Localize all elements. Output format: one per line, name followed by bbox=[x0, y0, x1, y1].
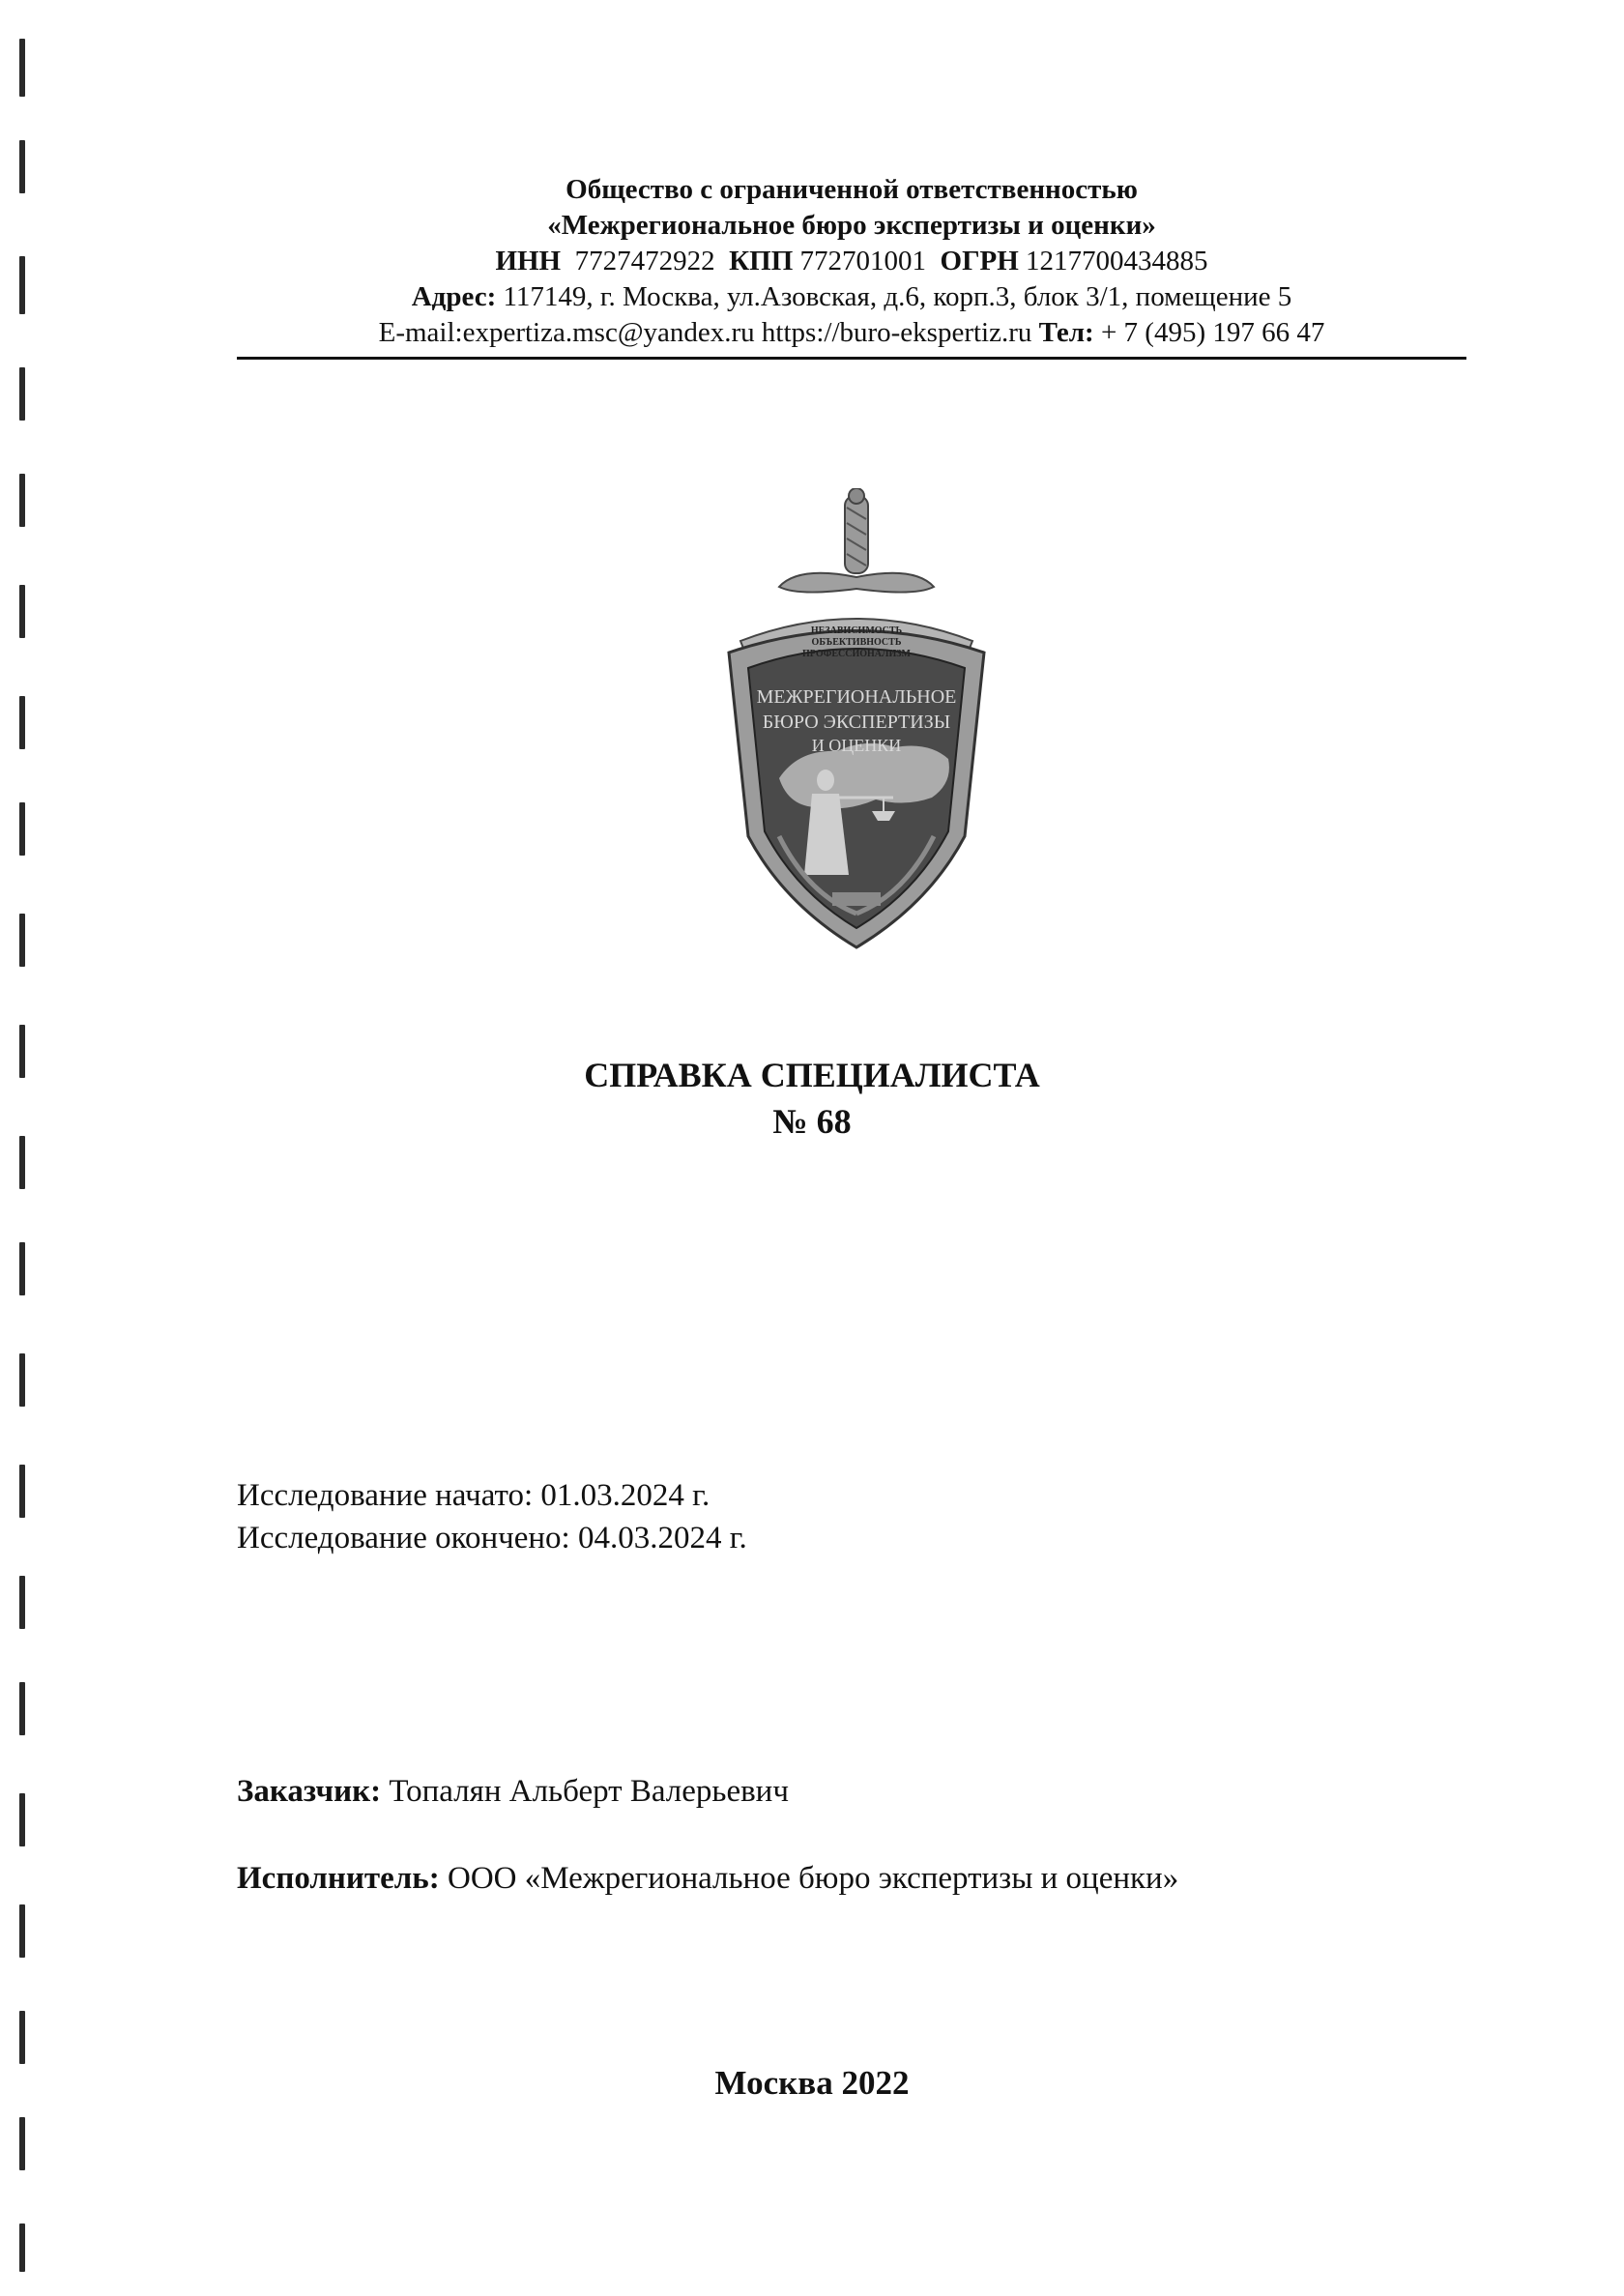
kpp-label: КПП bbox=[729, 246, 794, 276]
executor-label: Исполнитель: bbox=[237, 1861, 440, 1896]
study-dates bbox=[237, 1474, 747, 1559]
study-start-label: Исследование начато: bbox=[237, 1478, 534, 1513]
letterhead-divider bbox=[237, 357, 1466, 360]
ogrn-value: 1217700434885 bbox=[1026, 246, 1208, 276]
contacts-value: E-mail:expertiza.msc@yandex.ru https://buro-ekspertiz.ru bbox=[378, 317, 1032, 348]
ogrn-label: ОГРН bbox=[940, 246, 1019, 276]
study-start-line bbox=[237, 1474, 747, 1517]
study-end-value: 04.03.2024 г. bbox=[577, 1521, 747, 1555]
binding-marks bbox=[14, 29, 33, 2281]
registration-line bbox=[237, 244, 1466, 279]
customer-label: Заказчик: bbox=[237, 1774, 382, 1809]
address-value: 117149, г. Москва, ул.Азовская, д.6, корп.3, блок 3/1, помещение 5 bbox=[503, 281, 1292, 312]
emblem-text-line-1: МЕЖРЕГИОНАЛЬНОЕ bbox=[756, 686, 957, 708]
executor-line bbox=[237, 1861, 1178, 1897]
org-name: Общество с ограниченной ответственностью bbox=[566, 174, 1138, 205]
executor-value: ООО «Межрегиональное бюро экспертизы и оценки» bbox=[448, 1861, 1179, 1896]
document-title: СПРАВКА СПЕЦИАЛИСТА bbox=[584, 1056, 1040, 1094]
emblem-ribbon-line-1: НЕЗАВИСИМОСТЬ bbox=[810, 625, 903, 636]
org-quoted-name: «Межрегиональное бюро экспертизы и оценки» bbox=[547, 210, 1156, 241]
document-title-block bbox=[0, 1052, 1624, 1145]
study-end-line bbox=[237, 1517, 747, 1559]
city-year: Москва 2022 bbox=[714, 2064, 910, 2102]
contacts-line bbox=[237, 315, 1466, 351]
address-label: Адрес: bbox=[411, 281, 497, 312]
address-line bbox=[237, 279, 1466, 315]
shield-sword-emblem-icon bbox=[711, 488, 1001, 952]
phone-label: Тел: bbox=[1038, 317, 1094, 348]
emblem-ribbon-line-3: ПРОФЕССИОНАЛИЗМ bbox=[802, 649, 911, 659]
customer-line bbox=[237, 1774, 789, 1810]
phone-value: + 7 (495) 197 66 47 bbox=[1100, 317, 1325, 348]
study-start-value: 01.03.2024 г. bbox=[540, 1478, 710, 1513]
document-number: № 68 bbox=[772, 1102, 852, 1141]
inn-value: 7727472922 bbox=[574, 246, 715, 276]
inn-label: ИНН bbox=[495, 246, 562, 276]
emblem-text-line-2: БЮРО ЭКСПЕРТИЗЫ bbox=[762, 712, 951, 733]
study-end-label: Исследование окончено: bbox=[237, 1521, 570, 1555]
emblem-text-line-3: И ОЦЕНКИ bbox=[811, 736, 902, 755]
letterhead bbox=[237, 172, 1466, 351]
emblem-ribbon-line-2: ОБЪЕКТИВНОСТЬ bbox=[811, 637, 902, 648]
customer-value: Топалян Альберт Валерьевич bbox=[389, 1774, 789, 1809]
kpp-value: 772701001 bbox=[799, 246, 927, 276]
